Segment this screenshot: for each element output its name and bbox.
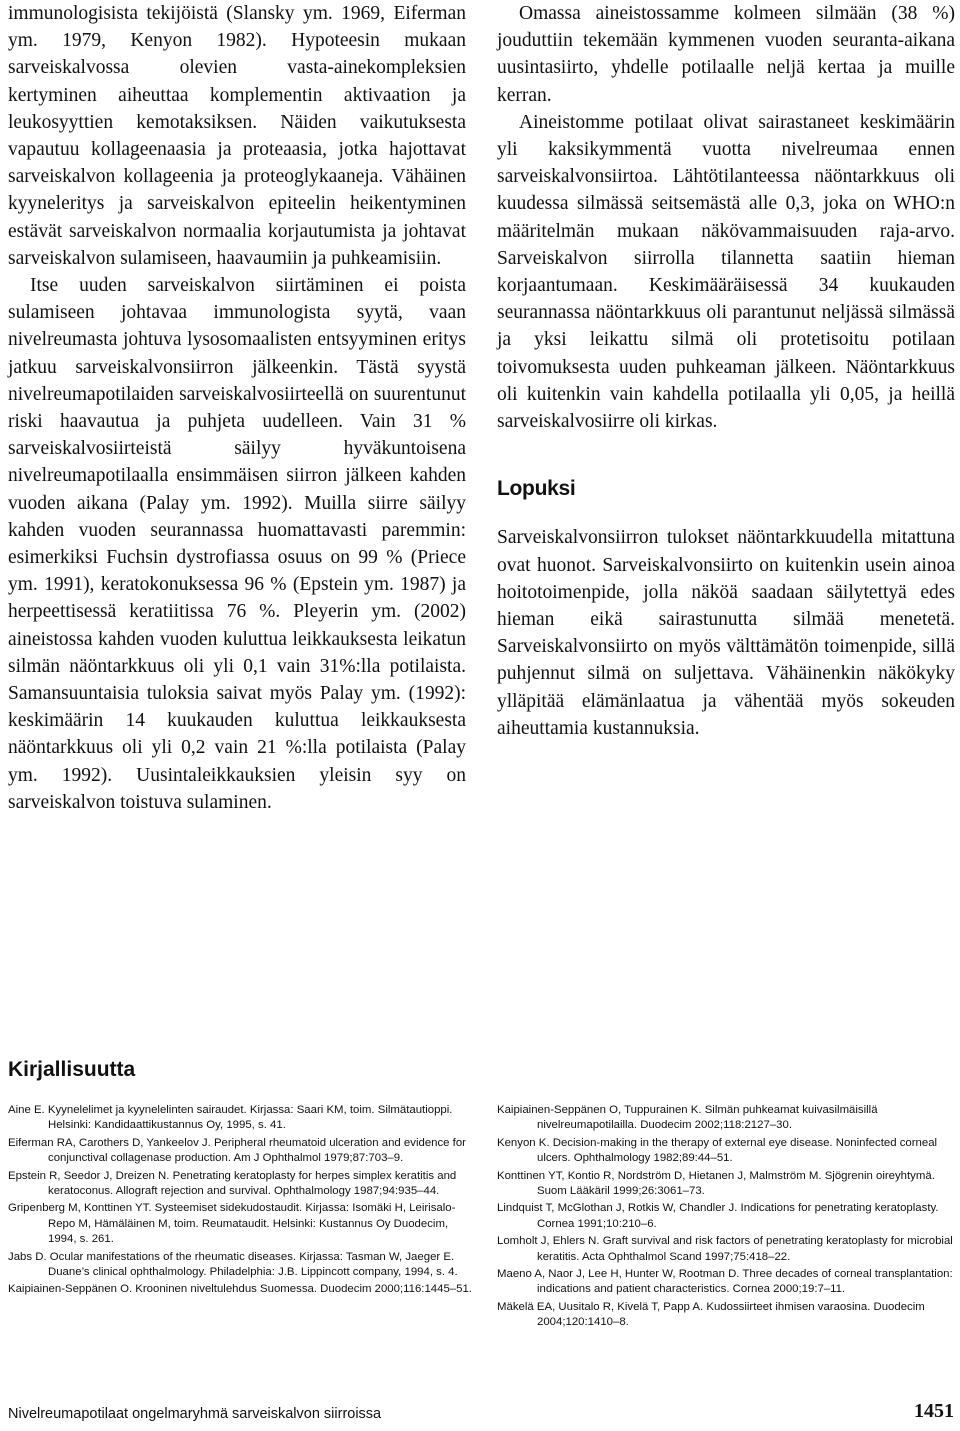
reference-item: Lomholt J, Ehlers N. Graft survival and risk factors of penetrating keratoplasty for microbial keratitis. Acta Ophthalmol Scand 1997;75:418–22. <box>497 1235 953 1263</box>
reference-item: Gripenberg M, Konttinen YT. Systeemiset sidekudostaudit. Kirjassa: Isomäki H, Leirisalo-Repo M, Hämäläinen M, toim. Reumataudit. Helsinki: Kustannus Oy Duodecim, 1994, s. 261. <box>8 1202 456 1246</box>
reference-item: Epstein R, Seedor J, Dreizen N. Penetrating keratoplasty for herpes simplex keratitis and keratoconus. Allograft rejection and survival. Ophthalmology 1987;94:935–44. <box>8 1169 457 1198</box>
references-right-column <box>497 1103 957 1333</box>
reference-item: Mäkelä EA, Uusitalo R, Kivelä T, Papp A. Kudossiirteet ihmisen varaosina. Duodecim 2004;120:1410–8. <box>497 1300 925 1329</box>
body-paragraph: Itse uuden sarveiskalvon siirtäminen ei poista sulamiseen johtavaa immunologista syytä, vaan nivelreumasta johtuva lysosomaalisten entsyyminen eritys jatkuu sarveiskalvonsiirron jälkeenkin. Tästä syystä nivelreumapotilaiden sarveiskalvosiirteellä on suurentunut riski haavautua ja puhjeta uudelleen. Vain 31 % sarveiskalvosiirteistä säilyy hyväkuntoisena nivelreumapotilaalla ensimmäisen siirron jälkeen kahden vuoden aikana (Palay ym. 1992). Muilla siirre säilyy kahden vuoden seurannassa huomattavasti paremmin: esimerkiksi Fuchsin dystrofiassa osuus on 99 % (Priece ym. 1991), keratokonuksessa 96 % (Epstein ym. 1987) ja herpeettisessä keratiitissa 76 %. Pleyerin ym. (2002) aineistossa kahden vuoden kuluttua leikkauksesta leikatun silmän näöntarkkuus oli yli 0,1 vain 31%:lla potilaista. Samansuuntaisia tuloksia saivat myös Palay ym. (1992): keskimäärin 14 kuukauden kuluttua leikkauksesta näöntarkkuus oli yli 0,2 vain 21 %:lla potilaista (Palay ym. 1992). Uusintaleikkauksien yleisin syy on sarveiskalvon toistuva sulaminen. <box>8 275 466 813</box>
reference-item: Konttinen YT, Kontio R, Nordström D, Hietanen J, Malmström M. Sjögrenin oireyhtymä. Suom Lääkäril 1999;26:3061–73. <box>497 1169 935 1198</box>
running-footer-title: Nivelreumapotilaat ongelmaryhmä sarveiskalvon siirroissa <box>8 1406 382 1422</box>
reference-item: Aine E. Kyynelelimet ja kyynelelinten sairaudet. Kirjassa: Saari KM, toim. Silmätautioppi. Helsinki: Kandidaattikustannus Oy, 1995, s. 41. <box>8 1104 453 1132</box>
body-paragraph: Aineistomme potilaat olivat sairastaneet keskimäärin yli kaksikymmentä vuotta nivelreumaa ennen sarveiskalvonsiirtoa. Lähtötilanteessa näöntarkkuus oli kuudessa silmässä seitsemästä alle 0,3, joka on WHO:n määritelmän mukaan näkövammaisuuden raja-arvo. Sarveiskalvon siirrolla tilannetta saatiin hieman korjaantumaan. Keskimääräisessä 34 kuukauden seurannassa näöntarkkuus oli parantunut neljässä silmässä ja yksi leikattu silmä oli protetisoitu potilaan toivomuksesta uuden puhkeaman jälkeen. Näöntarkkuus oli kuitenkin vain kahdella potilaalla yli 0,05, ja heillä sarveiskalvosiirre oli kirkas. <box>497 111 955 433</box>
reference-item: Lindquist T, McGlothan J, Rotkis W, Chandler J. Indications for penetrating keratoplasty. Cornea 1991;10:210–6. <box>497 1202 939 1230</box>
reference-item: Maeno A, Naor J, Lee H, Hunter W, Rootman D. Three decades of corneal transplantation: indications and patient characteristics. Cornea 2000;19:7–11. <box>497 1268 953 1296</box>
body-paragraph: Omassa aineistossamme kolmeen silmään (38 %) jouduttiin tekemään kymmenen vuoden seuranta-aikana uusintasiirto, yhdelle potilaalle neljä kertaa ja muille kerran. <box>497 3 955 106</box>
reference-item: Jabs D. Ocular manifestations of the rheumatic diseases. Kirjassa: Tasman W, Jaeger E. Duane’s clinical ophthalmology. Philadelphia: J.B. Lippincott company, 1994, s. 4. <box>8 1250 458 1279</box>
article-left-column <box>8 0 466 816</box>
page-number: 1451 <box>914 1400 954 1422</box>
reference-item: Eiferman RA, Carothers D, Yankeelov J. Peripheral rheumatoid ulceration and evidence for conjunctival collagenase production. Am J Ophthalmol 1979;87:703–9. <box>8 1136 466 1165</box>
body-paragraph: immunologisista tekijöistä (Slansky ym. 1969, Eiferman ym. 1979, Kenyon 1982). Hypoteesin mukaan sarveiskalvossa olevien vasta-ainekompleksien kertyminen aiheuttaa komplementin aktivaation ja leukosyyttien kemotaksiksen. Näiden vaikutuksesta vapautuu kollageenaasia ja proteaasia, jotka hajottavat sarveiskalvon kollageenia ja proteoglykaaneja. Vähäinen kyyneleritys ja sarveiskalvon epiteelin heikentyminen estävät sarveiskalvon normaalia korjautumista ja johtavat sarveiskalvon sulamiseen, haavaumiin ja puhkeamisiin. <box>8 3 466 269</box>
references-heading: Kirjallisuutta <box>8 1058 136 1081</box>
reference-item: Kenyon K. Decision-making in the therapy of external eye disease. Noninfected corneal ulcers. Ophthalmology 1982;89:44–51. <box>497 1136 938 1165</box>
article-right-column <box>497 0 955 742</box>
references-left-column <box>8 1103 473 1300</box>
conclusion-paragraph: Sarveiskalvonsiirron tulokset näöntarkkuudella mitattuna ovat huonot. Sarveiskalvonsiirto on kuitenkin usein ainoa hoitotoimenpide, jolla näköä saadaan säilytettyä edes hieman eikä sairastunutta silmää menetetä. Sarveiskalvonsiirto on myös välttämätön toimenpide, sillä puhjennut silmä on suljettava. Vähäinenkin näkökyky ylläpitää elämänlaatua ja vähentää myös sokeuden aiheuttamia kustannuksia. <box>497 527 955 739</box>
reference-item: Kaipiainen-Seppänen O. Krooninen niveltulehdus Suomessa. Duodecim 2000;116:1445–51. <box>8 1283 472 1296</box>
reference-item: Kaipiainen-Seppänen O, Tuppurainen K. Silmän puhkeamat kuivasilmäisillä nivelreumapotilailla. Duodecim 2002;118:2127–30. <box>497 1104 878 1132</box>
section-heading-conclusion: Lopuksi <box>497 477 576 501</box>
